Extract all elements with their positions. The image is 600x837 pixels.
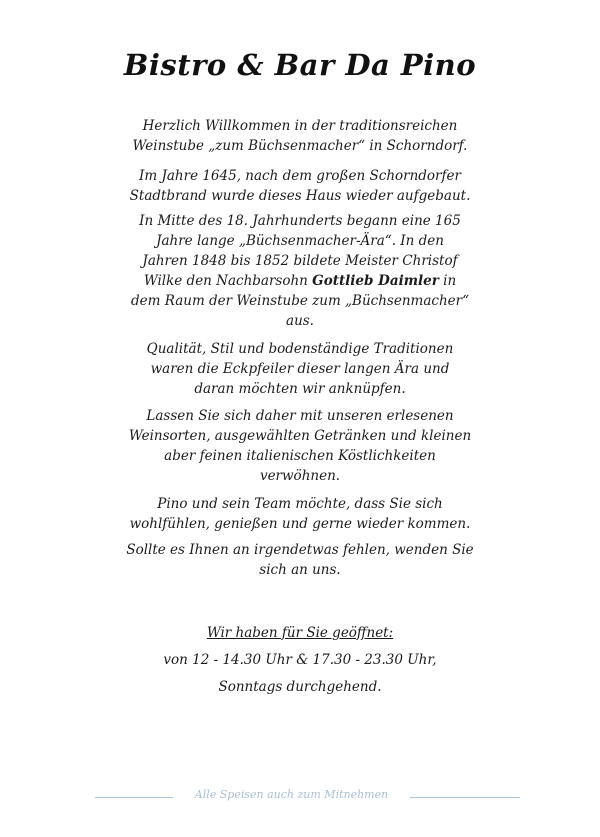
daimler-name: Gottlieb Daimler [312, 273, 439, 289]
footer-divider-right [410, 797, 520, 798]
opening-hours-heading: Wir haben für Sie geöffnet: [206, 625, 394, 641]
history-paragraph-daimler [60, 211, 540, 331]
text-line: Pino und sein Team möchte, dass Sie sich [157, 496, 443, 512]
text-line: daran möchten wir anknüpfen. [194, 381, 406, 397]
text-line: aus. [286, 313, 314, 329]
text-line: Weinsorten, ausgewählten Getränken und kleinen [128, 428, 472, 444]
contact-paragraph [60, 540, 540, 580]
text-line: waren die Eckpfeiler dieser langen Ära und [150, 361, 450, 377]
text-line: Herzlich Willkommen in der traditionsreichen [142, 118, 458, 134]
text-line: Sollte es Ihnen an irgendetwas fehlen, wenden Sie [126, 542, 474, 558]
text-line: sich an uns. [259, 562, 341, 578]
text-line: Im Jahre 1645, nach dem großen Schorndorfer [139, 168, 461, 184]
text-line: dem Raum der Weinstube zum „Büchsenmacher“ [131, 293, 469, 309]
page-title: Bistro & Bar Da Pino [123, 48, 477, 82]
text-segment: Wilke den Nachbarsohn [143, 273, 313, 289]
footer-divider-left [95, 797, 173, 798]
text-line: In Mitte des 18. Jahrhunderts begann eine 165 [139, 213, 461, 229]
text-line: Lassen Sie sich daher mit unseren erlesenen [146, 408, 454, 424]
opening-hours-times: von 12 - 14.30 Uhr & 17.30 - 23.30 Uhr, [163, 652, 437, 668]
text-line: Qualität, Stil und bodenständige Traditionen [146, 341, 454, 357]
text-line [60, 271, 540, 291]
tradition-paragraph [60, 339, 540, 399]
text-line: wohlfühlen, genießen und gerne wieder kommen. [129, 516, 471, 532]
team-paragraph [60, 494, 540, 534]
opening-hours-sunday: Sonntags durchgehend. [218, 679, 382, 695]
history-paragraph-1645 [60, 166, 540, 206]
text-line: Jahre lange „Büchsenmacher-Ära“. In den [156, 233, 444, 249]
text-segment: in [438, 273, 457, 289]
text-line: verwöhnen. [259, 468, 341, 484]
text-line: Jahren 1848 bis 1852 bildete Meister Christof [142, 253, 458, 269]
text-line: aber feinen italienischen Köstlichkeiten [164, 448, 436, 464]
text-line: Stadtbrand wurde dieses Haus wieder aufgebaut. [129, 188, 471, 204]
welcome-paragraph [60, 116, 540, 156]
offer-paragraph [60, 406, 540, 486]
footer-takeaway-note: Alle Speisen auch zum Mitnehmen [194, 788, 389, 801]
text-line: Weinstube „zum Büchsenmacher“ in Schorndorf. [132, 138, 468, 154]
